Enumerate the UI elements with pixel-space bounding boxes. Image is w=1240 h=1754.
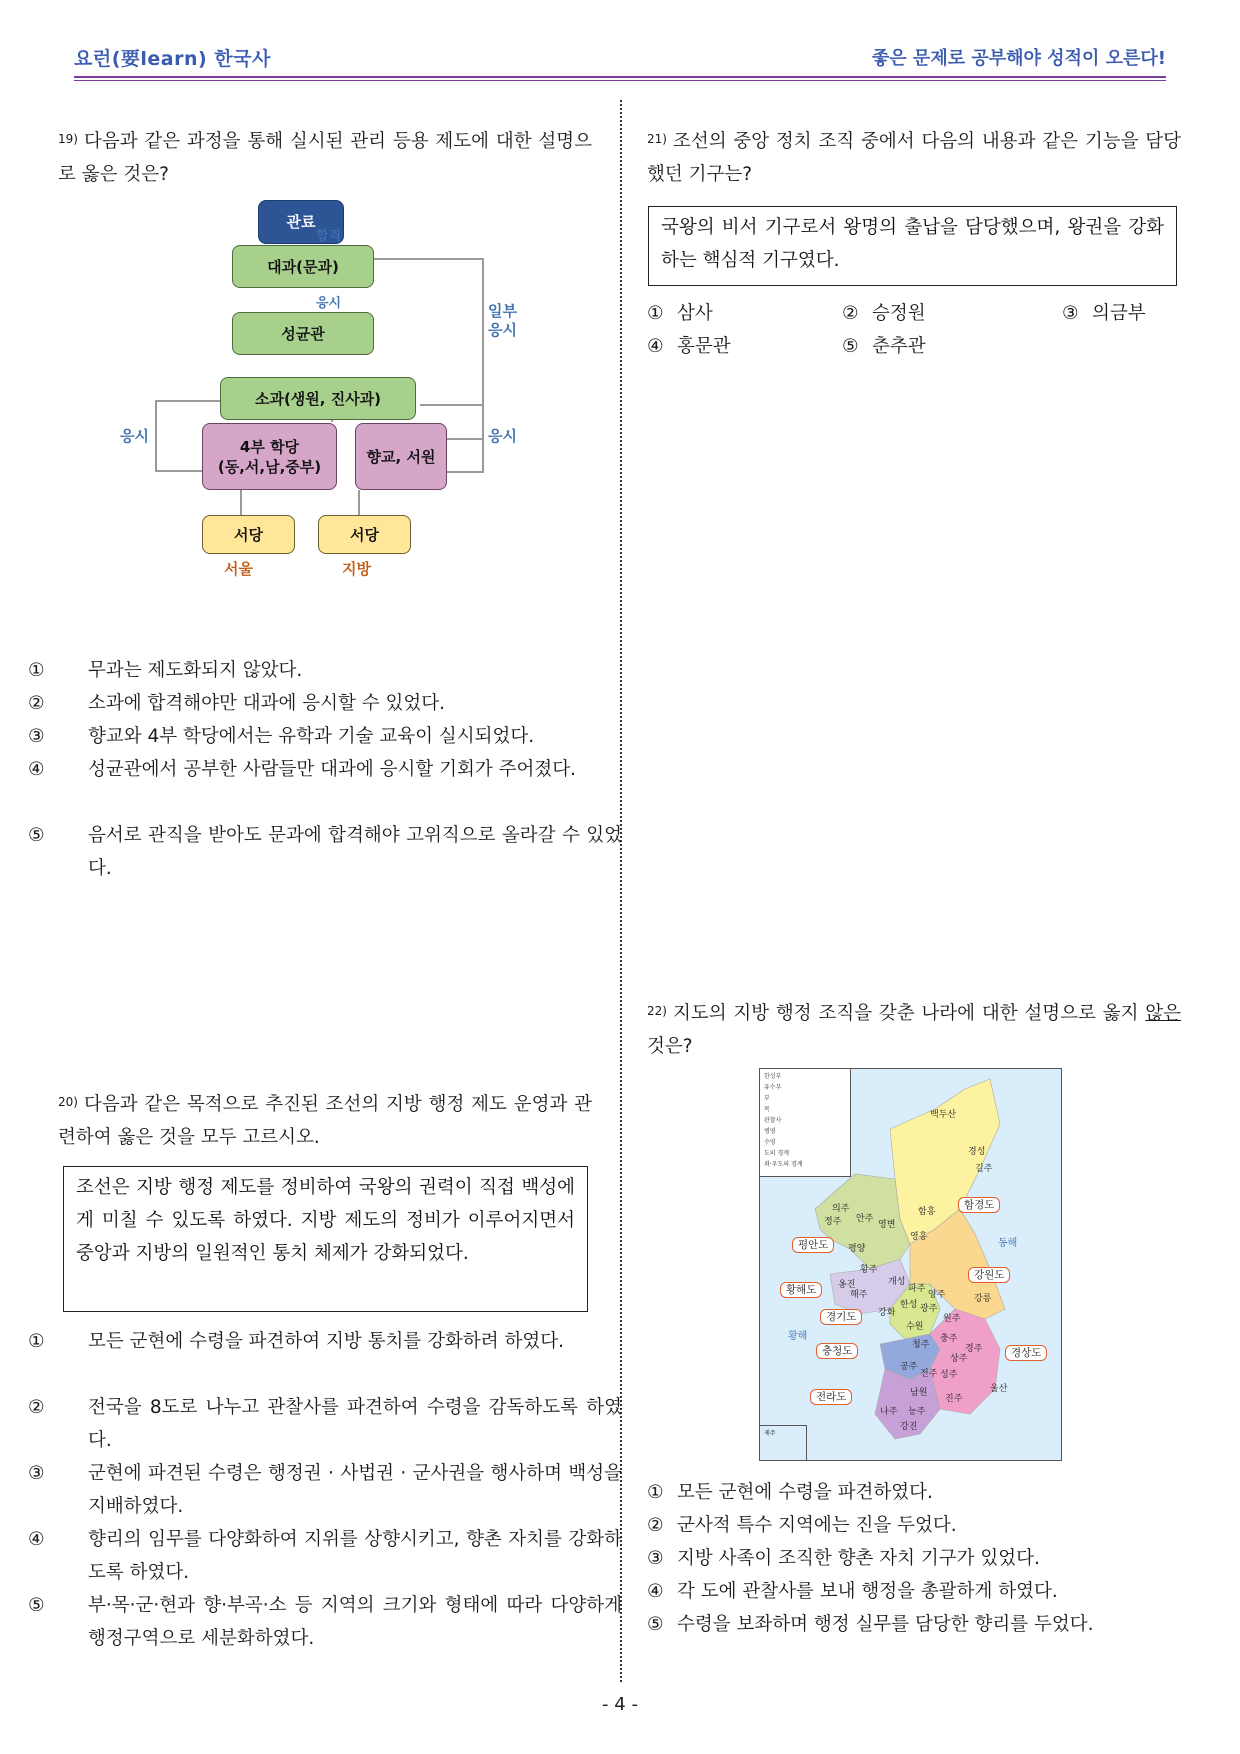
option-text: 소과에 합격해야만 대과에 응시할 수 있었다. xyxy=(88,693,445,714)
city-naju: 나주 xyxy=(880,1407,898,1417)
city-jinju: 진주 xyxy=(945,1394,963,1404)
option-text: 군사적 특수 지역에는 진을 두었다. xyxy=(677,1515,957,1536)
loop2-bottom xyxy=(447,471,484,473)
city-pyeongyang: 평양 xyxy=(848,1244,866,1254)
node-sogwa: 소과(생원, 진사과) xyxy=(220,377,416,420)
loop2-top xyxy=(420,404,484,406)
node-sungkyunkwan: 성균관 xyxy=(232,312,374,355)
question-text: 지도의 지방 행정 조직을 갖춘 나라에 대한 설명으로 옳지 xyxy=(672,1003,1146,1024)
province-jeolla: 전라도 xyxy=(810,1389,852,1405)
option-mark: ① xyxy=(647,1482,664,1503)
option-text: 전국을 8도로 나누고 관찰사를 파견하여 수령을 감독하도록 하였다. xyxy=(88,1397,622,1451)
city-chungju: 충주 xyxy=(940,1334,958,1344)
q21-option-2[interactable] xyxy=(842,297,926,330)
city-baekdusan: 백두산 xyxy=(930,1110,957,1120)
header-rule xyxy=(74,76,1166,78)
label-local: 지방 xyxy=(342,560,371,578)
node-seodang-local: 서당 xyxy=(318,515,411,554)
option-mark: ② xyxy=(842,303,859,324)
node-daegwa: 대과(문과) xyxy=(232,245,374,288)
province-gangwon: 강원도 xyxy=(968,1267,1010,1283)
jeju-label: 제주 xyxy=(764,1430,776,1437)
q19-option-3[interactable] xyxy=(28,720,622,753)
option-mark: ④ xyxy=(28,1529,45,1550)
option-text: 성균관에서 공부한 사람들만 대과에 응시할 기회가 주어졌다. xyxy=(88,759,576,780)
option-mark: ⑤ xyxy=(28,1595,45,1616)
question-22-stem xyxy=(647,997,1181,1063)
city-jeonju: 전주 xyxy=(920,1369,938,1379)
q22-option-4[interactable] xyxy=(647,1575,1058,1608)
label-partial-line2: 응시 xyxy=(488,321,517,339)
loop-left-top xyxy=(155,400,220,402)
option-mark: ③ xyxy=(28,726,45,747)
arrow-seodang-seoul xyxy=(240,490,242,515)
question-text: 조선의 중앙 정치 조직 중에서 다음의 내용과 같은 기능을 담당했던 기구는? xyxy=(647,131,1181,185)
legend-hanseongbu: 한성부 xyxy=(764,1073,782,1080)
question-text: 다음과 같은 목적으로 추진된 조선의 지방 행정 제도 운영과 관련하여 옳은 것을 모두 고르시오. xyxy=(58,1094,592,1148)
label-pass: 합격 xyxy=(316,229,342,244)
option-mark: ④ xyxy=(647,336,664,357)
option-text: 모든 군현에 수령을 파견하여 지방 통치를 강화하려 하였다. xyxy=(88,1331,564,1352)
option-text: 춘추관 xyxy=(872,336,926,357)
city-paju: 파주 xyxy=(908,1284,926,1294)
option-mark: ③ xyxy=(647,1548,664,1569)
legend-byeongyeong: 병영 xyxy=(764,1128,776,1135)
option-text: 수령을 보좌하며 행정 실무를 담당한 향리를 두었다. xyxy=(677,1614,1094,1635)
city-ongjin: 옹진 xyxy=(838,1280,856,1290)
option-mark: ① xyxy=(28,660,45,681)
city-namwon: 남원 xyxy=(910,1388,928,1398)
city-ganghwa: 강화 xyxy=(878,1308,896,1318)
node-sabu-line2: (동,서,남,중부) xyxy=(217,457,322,476)
option-mark: ③ xyxy=(28,1463,45,1484)
q21-option-5[interactable] xyxy=(842,330,926,363)
node-seodang-seoul: 서당 xyxy=(202,515,295,554)
map-legend xyxy=(760,1069,851,1177)
option-text: 각 도에 관찰사를 보내 행정을 총괄하게 하였다. xyxy=(677,1581,1058,1602)
sea-east: 동해 xyxy=(998,1238,1018,1249)
loop-left-vertical xyxy=(155,400,157,472)
option-text: 향리의 임무를 다양화하여 지위를 상향시키고, 향촌 자치를 강화하도록 하였다. xyxy=(88,1529,622,1583)
q22-option-1[interactable] xyxy=(647,1476,933,1509)
question-20-stem xyxy=(58,1088,592,1154)
city-gilju: 길주 xyxy=(975,1164,993,1174)
question-21-stem xyxy=(647,125,1181,191)
q20-option-4[interactable] xyxy=(28,1523,622,1589)
city-gaeseong: 개성 xyxy=(888,1277,906,1287)
option-text: 홍문관 xyxy=(677,336,731,357)
province-hamgyeong: 함경도 xyxy=(958,1197,1000,1213)
question-text-underlined: 않은 xyxy=(1145,1003,1181,1024)
option-text: 무과는 제도화되지 않았다. xyxy=(88,660,303,681)
city-gyeongseong: 경성 xyxy=(968,1147,986,1157)
question-text-suffix: 것은? xyxy=(647,1036,693,1057)
node-sabu-hakdang xyxy=(202,423,337,490)
q20-option-3[interactable] xyxy=(28,1457,622,1523)
q19-option-4[interactable] xyxy=(28,753,622,786)
q21-option-1[interactable] xyxy=(647,297,713,330)
label-seoul: 서울 xyxy=(224,560,253,578)
loop-left-bottom xyxy=(155,470,205,472)
city-cheongju: 청주 xyxy=(912,1340,930,1350)
province-hwanghae: 황해도 xyxy=(780,1282,822,1298)
city-gangjin: 강진 xyxy=(900,1422,918,1432)
option-mark: ④ xyxy=(28,759,45,780)
question-number: 22) xyxy=(647,1004,667,1018)
question-number: 20) xyxy=(58,1095,78,1109)
loop2-vertical xyxy=(482,404,484,473)
city-hamheung: 함흥 xyxy=(918,1207,936,1217)
node-sabu-line1: 4부 학당 xyxy=(239,437,300,456)
option-mark: ② xyxy=(28,693,45,714)
header-slogan: 좋은 문제로 공부해야 성적이 오른다! xyxy=(871,48,1166,69)
province-chungcheong: 충청도 xyxy=(816,1343,858,1359)
label-apply-mid: 응시 xyxy=(316,296,342,311)
city-gyeongju: 경주 xyxy=(965,1344,983,1354)
option-text: 모든 군현에 수령을 파견하였다. xyxy=(677,1482,933,1503)
arrow-seodang-local xyxy=(358,490,360,515)
q22-option-5[interactable] xyxy=(647,1608,1093,1641)
question-number: 21) xyxy=(647,132,667,146)
option-text: 군현에 파견된 수령은 행정권 · 사법권 · 군사권을 행사하며 백성을 지배하였다. xyxy=(88,1463,622,1517)
city-haeju: 해주 xyxy=(850,1290,868,1300)
joseon-provinces-map xyxy=(759,1068,1062,1461)
q21-passage-box: 국왕의 비서 기구로서 왕명의 출납을 담당했으며, 왕권을 강화하는 핵심적 기구였다. xyxy=(648,206,1177,286)
legend-mok: 목 xyxy=(764,1106,770,1113)
q21-option-3[interactable] xyxy=(1062,297,1146,330)
city-yeongbyeon: 영변 xyxy=(878,1220,896,1230)
option-text: 부·목·군·현과 향·부곡·소 등 지역의 크기와 형태에 따라 다양하게 행정구역으로 세분화하였다. xyxy=(88,1595,622,1649)
header-title: 요런(要learn) 한국사 xyxy=(74,48,271,70)
q19-option-5[interactable] xyxy=(28,819,622,885)
page-number: - 4 - xyxy=(602,1694,638,1715)
legend-suyeong: 수영 xyxy=(764,1139,776,1146)
option-text: 삼사 xyxy=(677,303,713,324)
province-gyeonggi: 경기도 xyxy=(820,1309,862,1325)
option-text: 지방 사족이 조직한 향촌 자치 기구가 있었다. xyxy=(677,1548,1040,1569)
sea-yellow: 황해 xyxy=(788,1331,808,1342)
city-sangju: 상주 xyxy=(950,1354,968,1364)
q20-option-1[interactable] xyxy=(28,1325,622,1358)
node-hyanggyo-seowon: 향교, 서원 xyxy=(355,423,447,490)
q20-option-2[interactable] xyxy=(28,1391,622,1457)
city-neungju: 능주 xyxy=(908,1407,926,1417)
city-gangneung: 강릉 xyxy=(974,1294,992,1304)
option-text: 향교와 4부 학당에서는 유학과 기술 교육이 실시되었다. xyxy=(88,726,535,747)
option-mark: ② xyxy=(28,1397,45,1418)
legend-bu: 부 xyxy=(764,1095,770,1102)
city-yeongheung: 영흥 xyxy=(910,1232,928,1242)
question-text: 다음과 같은 과정을 통해 실시된 관리 등용 제도에 대한 설명으로 옳은 것은? xyxy=(58,131,592,185)
question-19-stem xyxy=(58,125,592,191)
city-anju: 안주 xyxy=(856,1214,874,1224)
header-rule-thin xyxy=(74,80,1166,81)
question-number: 19) xyxy=(58,132,78,146)
legend-gwanchalsa: 관찰사 xyxy=(764,1117,782,1124)
label-apply-right: 응시 xyxy=(488,427,517,445)
label-partial-apply xyxy=(488,302,517,340)
city-uiju: 의주 xyxy=(832,1204,850,1214)
city-hwangju: 황주 xyxy=(860,1265,878,1275)
q19-option-1[interactable] xyxy=(28,654,622,687)
option-mark: ⑤ xyxy=(28,825,45,846)
option-mark: ③ xyxy=(1062,303,1079,324)
city-jeongju: 정주 xyxy=(824,1217,842,1227)
city-gwangju: 광주 xyxy=(920,1304,938,1314)
city-seongju: 성주 xyxy=(940,1370,958,1380)
city-gongju: 공주 xyxy=(900,1362,918,1372)
province-pyeongan: 평안도 xyxy=(792,1237,834,1253)
option-text: 의금부 xyxy=(1092,303,1146,324)
q20-option-5[interactable] xyxy=(28,1589,622,1655)
label-partial-line1: 일부 xyxy=(488,302,517,320)
node-official: 관료 xyxy=(258,200,344,244)
city-wonju: 원주 xyxy=(943,1314,961,1324)
city-yangju: 양주 xyxy=(928,1290,946,1300)
q19-option-2[interactable] xyxy=(28,687,622,720)
legend-province-border: 도의 경계 xyxy=(764,1150,790,1157)
city-ulsan: 울산 xyxy=(990,1384,1008,1394)
option-text: 승정원 xyxy=(872,303,926,324)
option-text: 음서로 관직을 받아도 문과에 합격해야 고위직으로 올라갈 수 있었다. xyxy=(88,825,622,879)
q20-passage-box: 조선은 지방 행정 제도를 정비하여 국왕의 권력이 직접 백성에게 미칠 수 있도록 하였다. 지방 제도의 정비가 이루어지면서 중앙과 지방의 일원적인 통치 체제가 강화되었다. xyxy=(63,1166,588,1312)
option-mark: ② xyxy=(647,1515,664,1536)
option-mark: ④ xyxy=(647,1581,664,1602)
city-hanseong: 한성 xyxy=(900,1300,918,1310)
option-mark: ⑤ xyxy=(647,1614,664,1635)
city-suwon: 수원 xyxy=(906,1322,924,1332)
province-gyeongsang: 경상도 xyxy=(1005,1345,1047,1361)
option-mark: ① xyxy=(647,303,664,324)
q22-option-2[interactable] xyxy=(647,1509,957,1542)
legend-yusubu: 유수부 xyxy=(764,1084,782,1091)
label-apply-left: 응시 xyxy=(120,427,149,445)
option-mark: ⑤ xyxy=(842,336,859,357)
q22-option-3[interactable] xyxy=(647,1542,1040,1575)
legend-left-right-border: 좌·우도의 경계 xyxy=(764,1161,803,1168)
option-mark: ① xyxy=(28,1331,45,1352)
civil-exam-flow-diagram xyxy=(120,195,540,645)
jeju-inset xyxy=(760,1425,807,1460)
loop-top-right xyxy=(368,258,484,260)
q21-option-4[interactable] xyxy=(647,330,731,363)
